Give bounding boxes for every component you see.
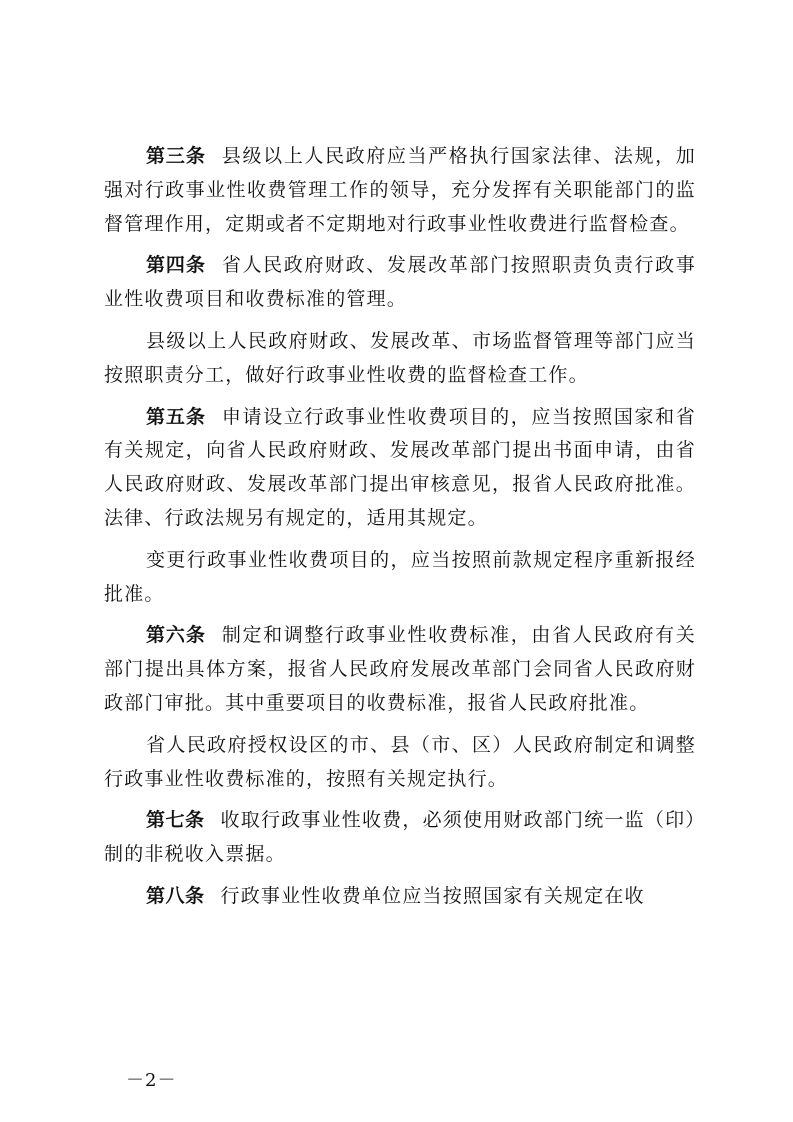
article-number: 第七条 bbox=[146, 809, 205, 832]
article-number: 第八条 bbox=[146, 884, 205, 907]
paragraph-article-8 bbox=[104, 880, 696, 914]
paragraph-text: 省人民政府授权设区的市、县（市、区）人民政府制定和调整行政事业性收费标准的，按照有关规定执行。 bbox=[104, 733, 696, 790]
paragraph-text: 县级以上人民政府应当严格执行国家法律、法规，加强对行政事业性收费管理工作的领导，充分发挥有关职能部门的监督管理作用，定期或者不定期地对行政事业性收费进行监督检查。 bbox=[104, 145, 696, 235]
paragraph-text: 收取行政事业性收费，必须使用财政部门统一监（印）制的非税收入票据。 bbox=[104, 809, 696, 866]
article-number: 第三条 bbox=[146, 145, 206, 167]
article-number: 第六条 bbox=[146, 624, 206, 647]
paragraph-text: 制定和调整行政事业性收费标准，由省人民政府有关部门提出具体方案，报省人民政府发展改革部门会同省人民政府财政部门审批。其中重要项目的收费标准，报省人民政府批准。 bbox=[104, 624, 696, 714]
paragraph-article-6 bbox=[104, 619, 696, 720]
paragraph-article-6-clause-2 bbox=[104, 729, 696, 797]
paragraph-text: 申请设立行政事业性收费项目的，应当按照国家和省有关规定，向省人民政府财政、发展改革部门提出书面申请，由省人民政府财政、发展改革部门提出审核意见，报省人民政府批准。法律、行政法规另有规定的，适用其规定。 bbox=[104, 405, 696, 529]
paragraph-article-4 bbox=[104, 249, 696, 317]
paragraph-text: 县级以上人民政府财政、发展改革、市场监督管理等部门应当按照职责分工，做好行政事业性收费的监督检查工作。 bbox=[104, 329, 696, 386]
article-number: 第四条 bbox=[146, 254, 206, 277]
document-body bbox=[104, 140, 696, 922]
paragraph-text: 变更行政事业性收费项目的，应当按照前款规定程序重新报经批准。 bbox=[104, 548, 696, 605]
paragraph-article-3 bbox=[104, 140, 696, 241]
article-number: 第五条 bbox=[146, 405, 206, 428]
page-number: －2－ bbox=[126, 1070, 177, 1091]
paragraph-article-5 bbox=[104, 401, 696, 536]
paragraph-text: 省人民政府财政、发展改革部门按照职责负责行政事业性收费项目和收费标准的管理。 bbox=[104, 254, 696, 311]
paragraph-text: 行政事业性收费单位应当按照国家有关规定在收 bbox=[220, 884, 645, 907]
paragraph-article-7 bbox=[104, 804, 696, 872]
paragraph-article-5-clause-2 bbox=[104, 544, 696, 612]
paragraph-article-4-clause-2 bbox=[104, 325, 696, 393]
